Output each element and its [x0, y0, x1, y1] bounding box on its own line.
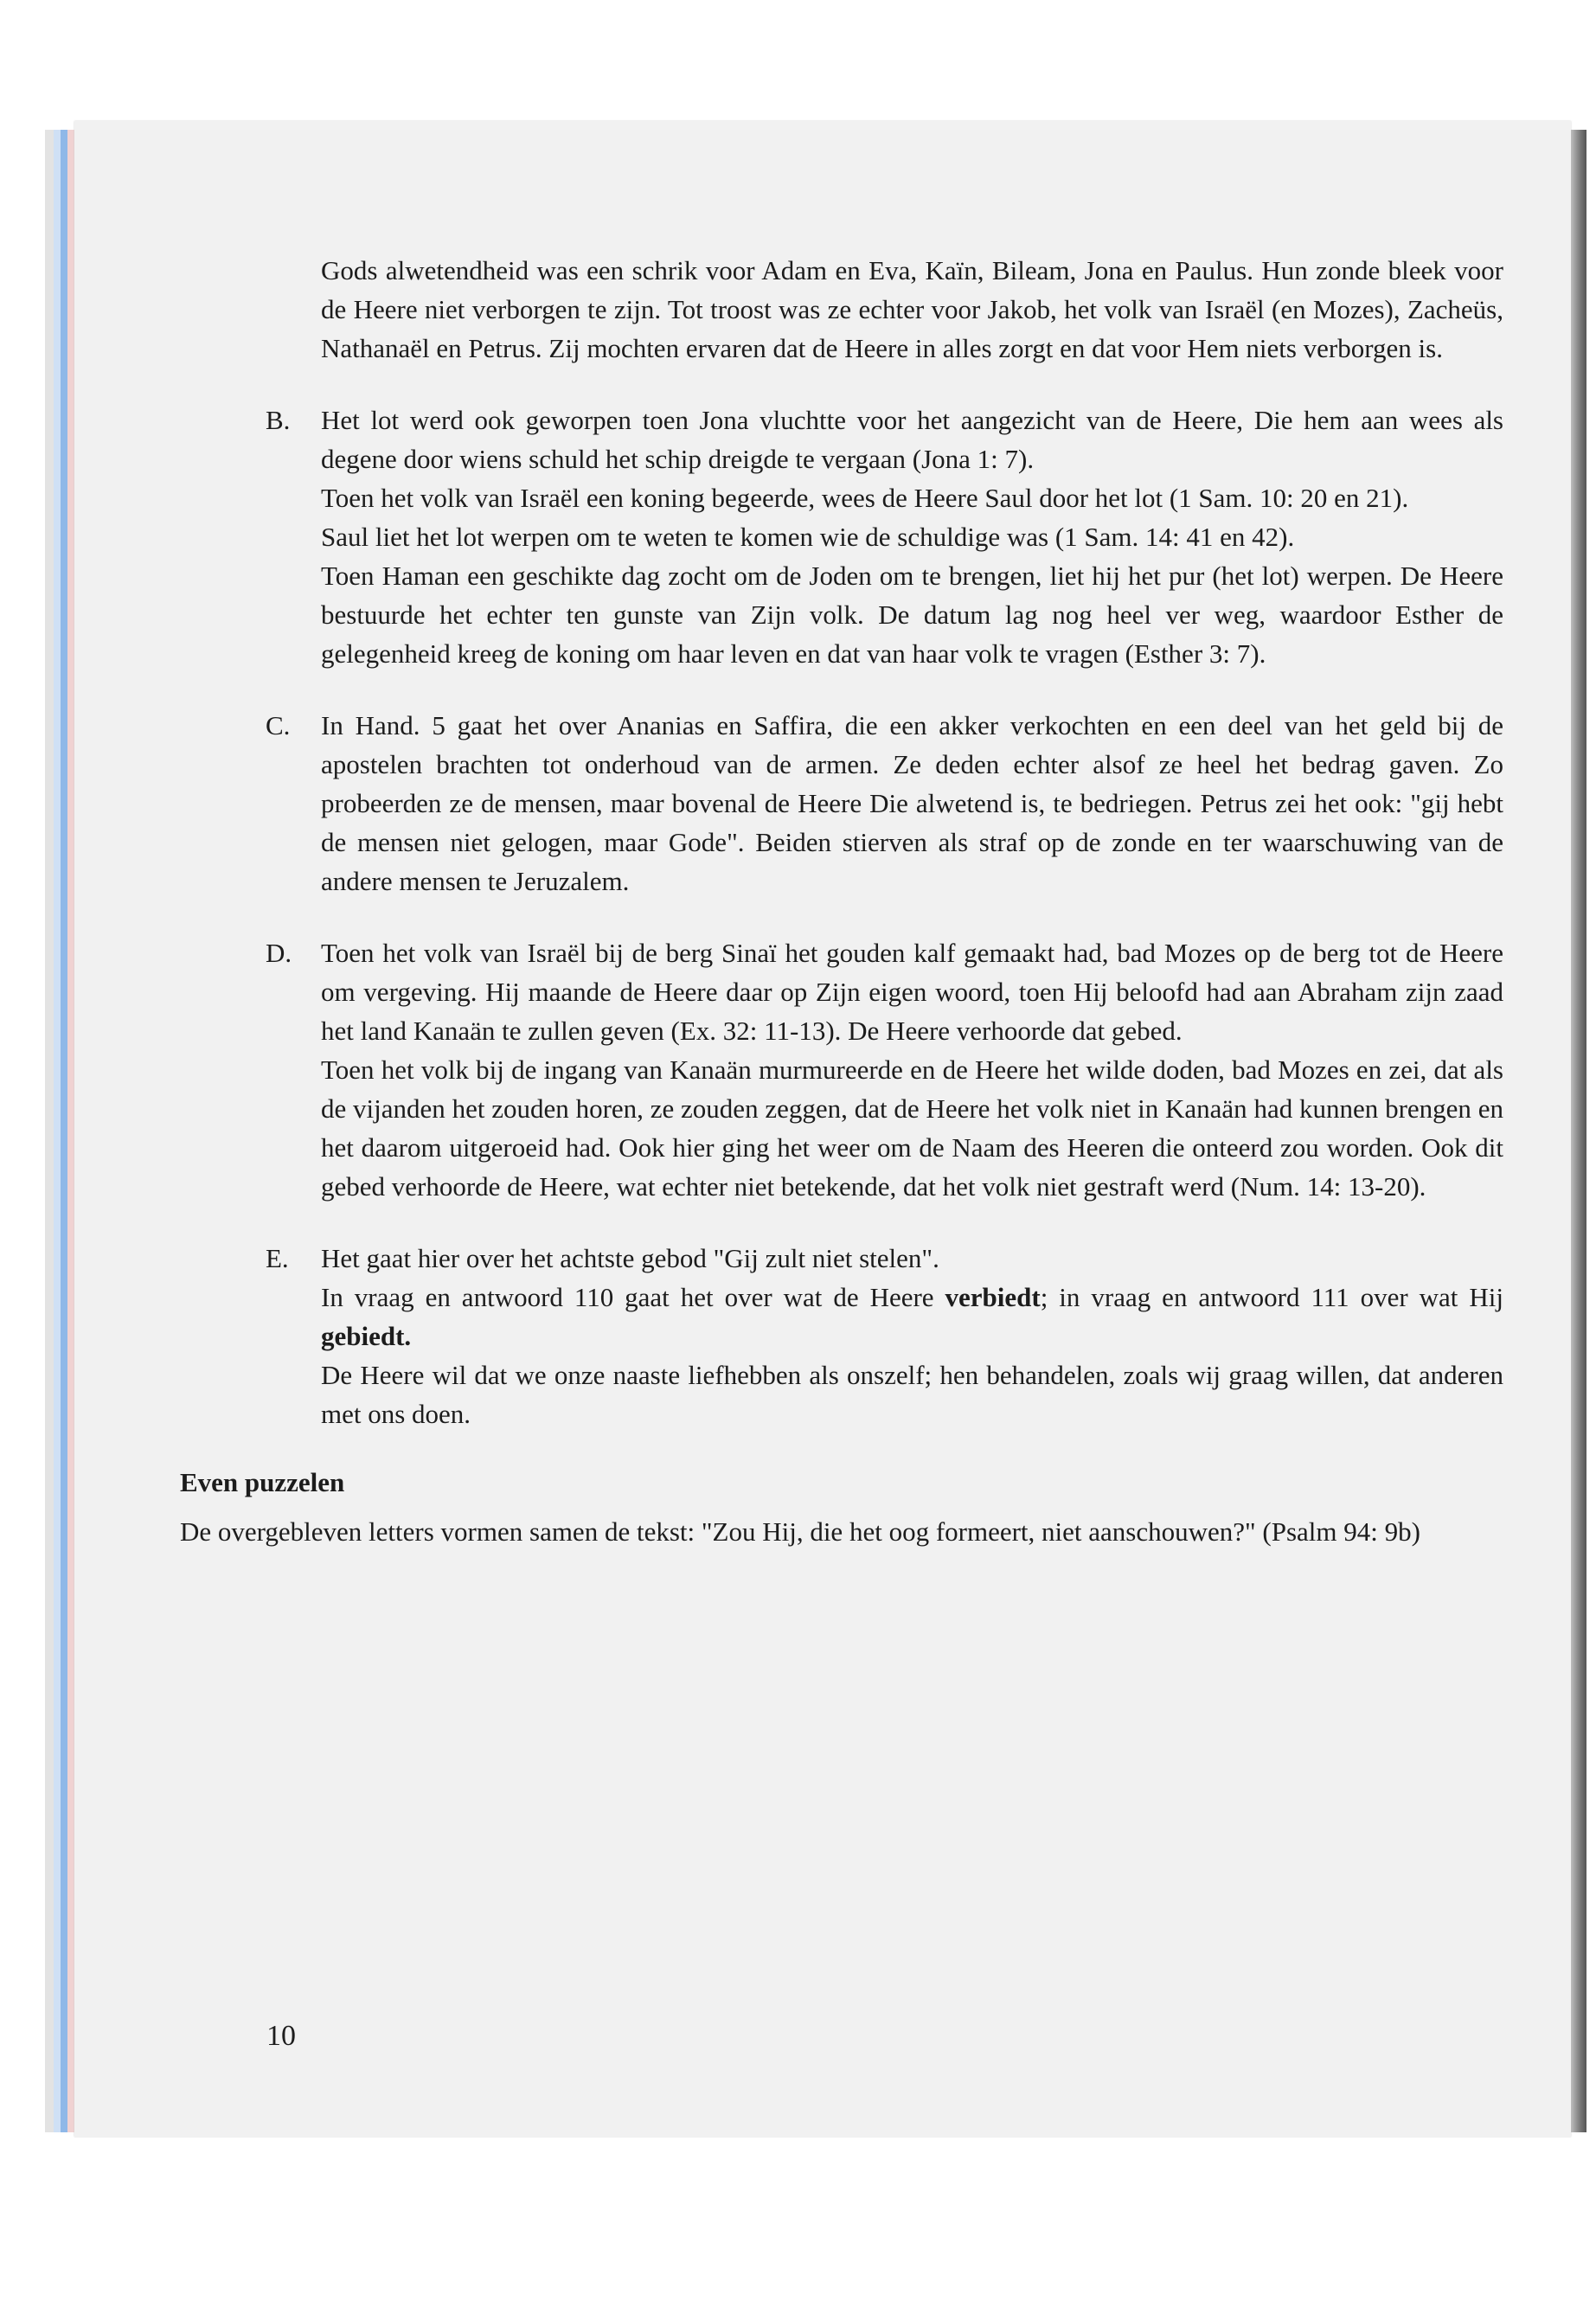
section-paragraph: Toen Haman een geschikte dag zocht om de Joden om te brengen, liet hij het pur (het lot) werpen. De Heere bestuurde het echter ten gunste van Zijn volk. De datum lag nog heel ver weg, waardoor Esther de gelegenheid kreeg de koning om haar leven en dat van haar volk te vragen (Esther 3: 7).	[321, 561, 1503, 669]
section-letter: B.	[266, 405, 291, 435]
section-paragraph	[321, 1278, 1503, 1356]
section-letter: D.	[266, 938, 292, 968]
section-paragraph: Het lot werd ook geworpen toen Jona vluchtte voor het aangezicht van de Heere, Die hem aan wees als degene door wiens schuld het schip dreigde te vergaan (Jona 1: 7).	[321, 405, 1503, 474]
closing-paragraph: De overgebleven letters vormen samen de tekst: "Zou Hij, die het oog formeert, niet aanschouwen?" (Psalm 94: 9b)	[180, 1516, 1420, 1547]
bold-word-verbiedt: verbiedt	[945, 1282, 1041, 1312]
section-paragraph: In Hand. 5 gaat het over Ananias en Saffira, die een akker verkochten en een deel van het geld bij de apostelen brachten tot onderhoud van de armen. Ze deden echter alsof ze heel het bedrag gaven. Zo probeerden ze de mensen, maar bovenal de Heere Die alwetend is, te bedriegen. Petrus zei het ook: "gij hebt de mensen niet gelogen, maar Gode". Beiden stierven als straf op de zonde en ter waarschuwing van de andere mensen te Jeruzalem.	[321, 710, 1503, 896]
text-run: In vraag en antwoord 110 gaat het over wat de Heere	[321, 1282, 945, 1312]
section-paragraph: Toen het volk bij de ingang van Kanaän murmureerde en de Heere het wilde doden, bad Mozes en zei, dat als de vijanden het zouden horen, ze zouden zeggen, dat de Heere het volk niet in Kanaän had kunnen brengen en het daarom uitgeroeid had. Ook hier ging het weer om de Naam des Heeren die onteerd zou worden. Ook dit gebed verhoorde de Heere, wat echter niet betekende, dat het volk niet gestraft werd (Num. 14: 13-20).	[321, 1054, 1503, 1202]
section-paragraph: Het gaat hier over het achtste gebod "Gij zult niet stelen".	[321, 1243, 939, 1273]
book-edge	[67, 130, 74, 2132]
book-edge	[54, 130, 61, 2132]
section-paragraph: Toen het volk van Israël een koning begeerde, wees de Heere Saul door het lot (1 Sam. 10: 20 en 21).	[321, 483, 1409, 513]
page-text	[180, 251, 1503, 1551]
section-b	[180, 401, 1503, 673]
intro-paragraph: Gods alwetendheid was een schrik voor Adam en Eva, Kaïn, Bileam, Jona en Paulus. Hun zonde bleek voor de Heere niet verborgen te zijn. Tot troost was ze echter voor Jakob, het volk van Israël (en Mozes), Zacheüs, Nathanaël en Petrus. Zij mochten ervaren dat de Heere in alles zorgt en dat voor Hem niets verborgen is.	[321, 255, 1503, 363]
section-letter: C.	[266, 710, 291, 740]
page-spine-shadow	[1571, 130, 1586, 2132]
section-paragraph: De Heere wil dat we onze naaste liefhebben als onszelf; hen behandelen, zoals wij graag willen, dat anderen met ons doen.	[321, 1360, 1503, 1429]
section-c	[180, 706, 1503, 901]
text-run: ; in vraag en antwoord 111 over wat Hij	[1040, 1282, 1503, 1312]
section-letter: E.	[266, 1243, 289, 1273]
section-d	[180, 933, 1503, 1206]
section-heading: Even puzzelen	[180, 1467, 345, 1497]
book-edge	[61, 130, 67, 2132]
page-number: 10	[266, 2020, 296, 2052]
section-e	[180, 1239, 1503, 1433]
bold-word-gebiedt: gebiedt.	[321, 1321, 412, 1351]
section-paragraph: Toen het volk van Israël bij de berg Sinaï het gouden kalf gemaakt had, bad Mozes op de berg tot de Heere om vergeving. Hij maande de Heere daar op Zijn eigen woord, toen Hij beloofd had aan Abraham zijn zaad het land Kanaän te zullen geven (Ex. 32: 11-13). De Heere verhoorde dat gebed.	[321, 938, 1503, 1046]
section-paragraph: Saul liet het lot werpen om te weten te komen wie de schuldige was (1 Sam. 14: 41 en 42).	[321, 522, 1295, 552]
book-edge	[45, 130, 54, 2132]
